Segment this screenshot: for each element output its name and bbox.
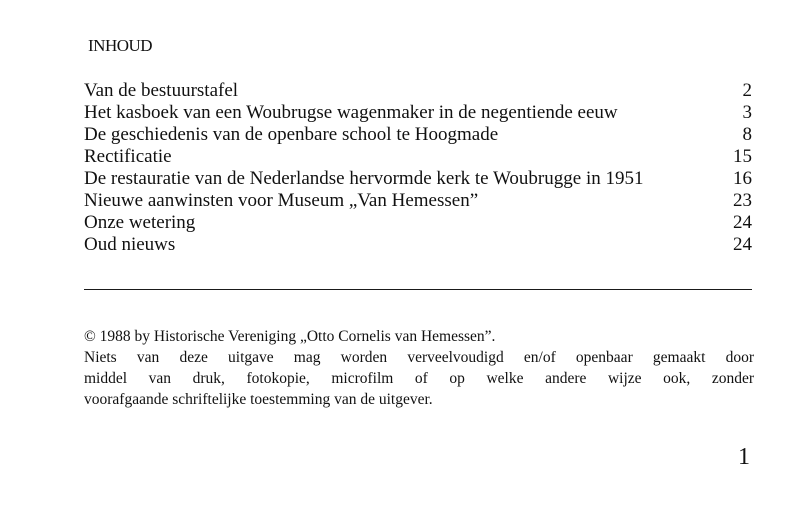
toc-entry (84, 212, 752, 234)
toc-entry (84, 190, 752, 212)
toc-entry (84, 146, 752, 168)
toc-entry (84, 102, 752, 124)
toc-entry-title: De geschiedenis van de openbare school te Hoogmade (84, 124, 499, 145)
toc-entry-page: 3 (742, 102, 752, 123)
toc-entry (84, 234, 752, 256)
toc-entry-title: Onze wetering (84, 212, 196, 233)
toc-entry (84, 124, 752, 146)
copyright-body-line: Niets van deze uitgave mag worden verveelvoudigd en/of openbaar gemaakt door (84, 349, 754, 366)
toc-entry-page: 15 (733, 146, 752, 167)
toc-entry (84, 80, 752, 102)
toc-entry-title: De restauratie van de Nederlandse hervormde kerk te Woubrugge in 1951 (84, 168, 644, 189)
toc-entry-page: 24 (733, 212, 752, 233)
toc-entry-title: Nieuwe aanwinsten voor Museum „Van Hemessen” (84, 190, 479, 211)
page-title: INHOUD (88, 36, 153, 55)
toc-entry-page: 23 (733, 190, 752, 211)
copyright-body-line: voorafgaande schriftelijke toestemming van de uitgever. (84, 391, 433, 408)
copyright-line: © 1988 by Historische Vereniging „Otto Cornelis van Hemessen”. (84, 328, 496, 345)
toc-entry-title: Oud nieuws (84, 234, 176, 255)
toc-entry-title: Rectificatie (84, 146, 172, 167)
table-of-contents (84, 80, 752, 256)
toc-entry-title: Van de bestuurstafel (84, 80, 239, 101)
divider-rule (84, 289, 752, 290)
toc-entry-page: 24 (733, 234, 752, 255)
toc-entry-title: Het kasboek van een Woubrugse wagenmaker in de negentiende eeuw (84, 102, 618, 123)
page-number: 1 (738, 444, 750, 470)
toc-entry-page: 16 (733, 168, 752, 189)
copyright-notice (84, 326, 754, 410)
toc-entry (84, 168, 752, 190)
toc-entry-page: 2 (742, 80, 752, 101)
toc-entry-page: 8 (742, 124, 752, 145)
copyright-body-line: middel van druk, fotokopie, microfilm of op welke andere wijze ook, zonder (84, 370, 754, 387)
